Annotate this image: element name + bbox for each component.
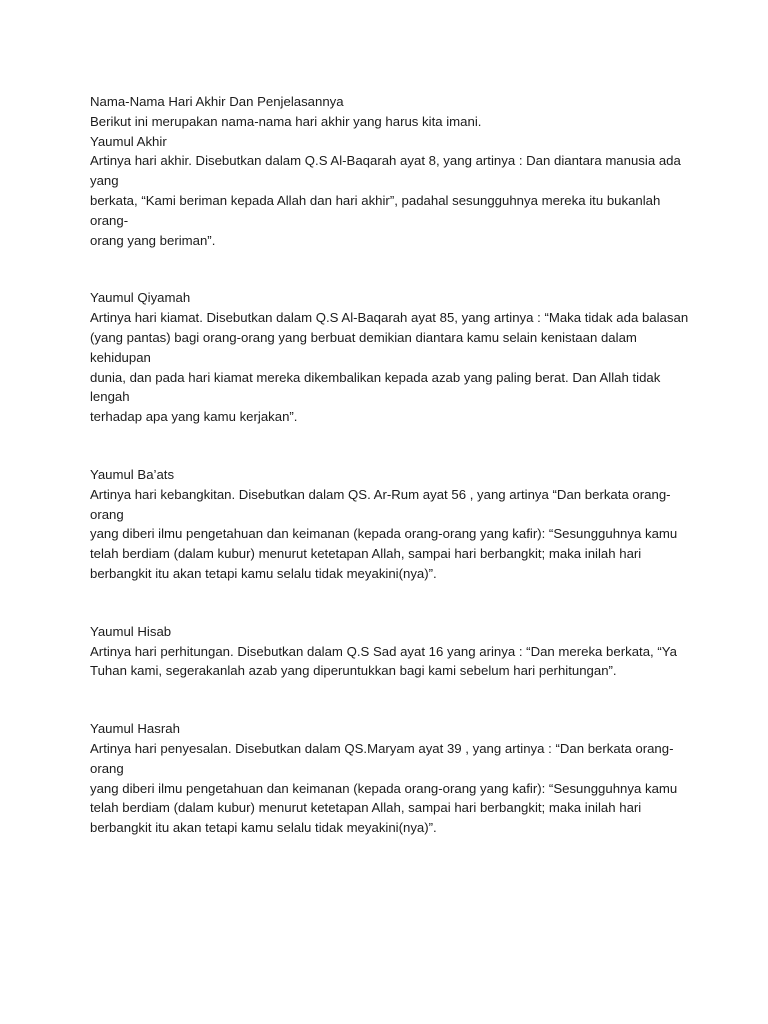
section-heading: Yaumul Hasrah xyxy=(90,721,180,737)
body-line: Artinya hari perhitungan. Disebutkan dalam Q.S Sad ayat 16 yang arinya : “Dan mereka berkata, “Ya xyxy=(90,643,677,659)
body-line: (yang pantas) bagi orang-orang yang berbuat demikian diantara kamu selain kenistaan dalam kehidupan xyxy=(90,329,637,365)
body-line: dunia, dan pada hari kiamat mereka dikembalikan kepada azab yang paling berat. Dan Allah tidak lengah xyxy=(90,369,661,405)
body-line: orang yang beriman”. xyxy=(90,232,216,248)
intro-paragraph: Berikut ini merupakan nama-nama hari akhir yang harus kita imani. xyxy=(90,113,482,129)
body-line: berkata, “Kami beriman kepada Allah dan hari akhir”, padahal sesungguhnya mereka itu bukanlah orang- xyxy=(90,192,661,228)
section-yaumul-hasrah xyxy=(90,719,690,838)
body-line: Artinya hari kebangkitan. Disebutkan dalam QS. Ar-Rum ayat 56 , yang artinya “Dan berkata orang-orang xyxy=(90,486,671,522)
body-line: terhadap apa yang kamu kerjakan”. xyxy=(90,409,298,425)
section-body xyxy=(90,151,690,250)
body-line: Artinya hari kiamat. Disebutkan dalam Q.S Al-Baqarah ayat 85, yang artinya : “Maka tidak ada balasan xyxy=(90,310,689,326)
body-line: berbangkit itu akan tetapi kamu selalu tidak meyakini(nya)”. xyxy=(90,820,437,836)
section-heading: Yaumul Hisab xyxy=(90,623,172,639)
section-heading: Yaumul Qiyamah xyxy=(90,290,191,306)
section-body xyxy=(90,642,690,682)
body-line: telah berdiam (dalam kubur) menurut ketetapan Allah, sampai hari berbangkit; maka inilah hari xyxy=(90,546,642,562)
section-yaumul-akhir xyxy=(90,132,690,251)
section-body xyxy=(90,485,690,584)
section-body xyxy=(90,739,690,838)
body-line: yang diberi ilmu pengetahuan dan keimanan (kepada orang-orang yang kafir): “Sesungguhnya kamu xyxy=(90,780,678,796)
section-body xyxy=(90,308,690,427)
body-line: Tuhan kami, segerakanlah azab yang diperuntukkan bagi kami sebelum hari perhitungan”. xyxy=(90,663,617,679)
section-yaumul-qiyamah xyxy=(90,288,690,427)
body-line: yang diberi ilmu pengetahuan dan keimanan (kepada orang-orang yang kafir): “Sesungguhnya kamu xyxy=(90,526,678,542)
section-yaumul-hisab xyxy=(90,622,690,681)
body-line: berbangkit itu akan tetapi kamu selalu tidak meyakini(nya)”. xyxy=(90,565,437,581)
section-heading: Yaumul Akhir xyxy=(90,133,167,149)
body-line: Artinya hari penyesalan. Disebutkan dalam QS.Maryam ayat 39 , yang artinya : “Dan berkata orang-orang xyxy=(90,740,674,776)
body-line: telah berdiam (dalam kubur) menurut ketetapan Allah, sampai hari berbangkit; maka inilah hari xyxy=(90,800,642,816)
body-line: Artinya hari akhir. Disebutkan dalam Q.S Al-Baqarah ayat 8, yang artinya : Dan diantara manusia ada yang xyxy=(90,153,681,189)
section-heading: Yaumul Ba’ats xyxy=(90,466,175,482)
document-body xyxy=(90,92,690,876)
document-title: Nama-Nama Hari Akhir Dan Penjelasannya xyxy=(90,94,344,109)
section-yaumul-baats xyxy=(90,465,690,584)
